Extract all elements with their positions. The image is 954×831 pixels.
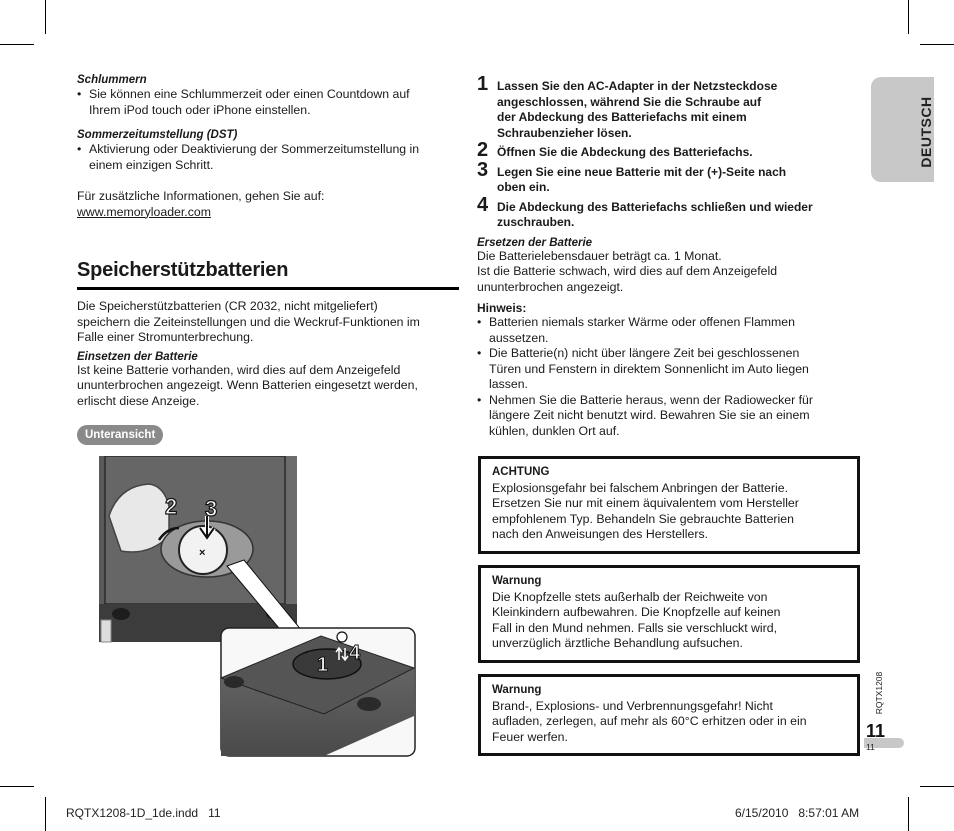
screw-icon — [337, 632, 347, 642]
doc-code: RQTX1208 — [874, 671, 884, 715]
text-line: ununterbrochen angezeigt. Wenn Batterien eingesetzt werden, — [77, 378, 418, 392]
text-line: angeschlossen, während Sie die Schraube auf — [497, 94, 762, 109]
box-title: Warnung — [492, 575, 542, 587]
text-line: Brand-, Explosions- und Verbrennungsgefahr! Nicht — [492, 698, 773, 713]
text-line: lassen. — [489, 377, 528, 391]
rubber-foot — [112, 608, 130, 620]
text-line: Schraubenzieher lösen. — [497, 125, 632, 140]
step-number: 2 — [477, 139, 489, 161]
text-line: Kleinkindern aufbewahren. Die Knopfzelle auf keinen — [492, 605, 781, 619]
step-1 — [477, 73, 862, 141]
einsetzen-heading: Einsetzen der Batterie — [77, 350, 198, 363]
text-line: Batterien niemals starker Wärme oder offenen Flammen — [489, 315, 795, 329]
footer-right: 6/15/2010 8:57:01 AM — [735, 806, 860, 820]
text-line: Ist keine Batterie vorhanden, wird dies auf dem Anzeigefeld — [77, 362, 401, 377]
text-line: Ist die Batterie schwach, wird dies auf dem Anzeigefeld — [477, 264, 778, 278]
text-line: Fall in den Mund nehmen. Falls sie verschluckt wird, — [492, 620, 777, 635]
crop-mark — [0, 44, 34, 45]
left-column — [77, 74, 462, 220]
text-line: Aktivierung oder Deaktivierung der Sommerzeitumstellung in — [89, 142, 420, 156]
section-title: Speicherstützbatterien — [77, 259, 289, 281]
schlummern-bullet — [77, 87, 462, 118]
crop-mark — [45, 797, 46, 831]
dst-bullet — [77, 142, 462, 173]
bullet-dot: • — [477, 315, 482, 329]
doc-code-wrap — [872, 668, 886, 718]
text-line: Sie können eine Schlummerzeit oder einen Countdown auf — [89, 87, 410, 101]
hinweis-bullet — [477, 393, 862, 440]
text-line: Öffnen Sie die Abdeckung des Batteriefachs. — [497, 145, 753, 159]
text-line: Türen und Fenstern in direktem Sonnenlicht im Auto liegen — [489, 361, 809, 376]
step-number: 1 — [477, 73, 489, 95]
text-line: der Abdeckung des Batteriefachs mit einem — [497, 110, 747, 124]
text-line: Ersetzen Sie nur mit einem äquivalentem vom Hersteller — [492, 496, 799, 510]
figure-step-1: 1 — [317, 654, 329, 676]
achtung-box — [478, 456, 860, 554]
text-line: einem einzigen Schritt. — [89, 157, 214, 172]
battery-mark: × — [199, 547, 206, 559]
text-line: Nehmen Sie die Batterie heraus, wenn der Radiowecker für — [489, 392, 813, 407]
inset-foot — [224, 676, 244, 688]
step-number: 3 — [477, 158, 489, 181]
text-line: Die Batterielebensdauer beträgt ca. 1 Monat. — [477, 248, 722, 263]
text-line: aufladen, zerlegen, auf mehr als 60°C erhitzen oder in ein — [492, 714, 807, 728]
left-column-lower — [77, 299, 462, 409]
footer-left: RQTX1208-1D_1de.indd 11 — [66, 806, 221, 820]
bullet-dot: • — [77, 142, 82, 156]
step-2 — [477, 139, 862, 161]
step-4 — [477, 193, 862, 231]
info-line: Für zusätzliche Informationen, gehen Sie auf: — [77, 189, 325, 203]
box-title: ACHTUNG — [492, 466, 550, 478]
einsetzen-paragraph — [77, 363, 462, 410]
language-tab-label: DEUTSCH — [918, 96, 934, 168]
bullet-dot: • — [77, 87, 82, 101]
text-line: Die Knopfzelle stets außerhalb der Reichweite von — [492, 589, 768, 604]
box-title: Warnung — [492, 684, 542, 696]
text-line: Explosionsgefahr bei falschem Anbringen der Batterie. — [492, 480, 788, 495]
hinweis-heading: Hinweis: — [477, 301, 527, 315]
section-rule — [77, 287, 459, 290]
info-link[interactable]: www.memoryloader.com — [77, 204, 211, 219]
ersetzen-paragraph — [477, 249, 862, 296]
text-line: zuschrauben. — [497, 215, 575, 229]
figure-step-3: 3 — [205, 496, 218, 521]
text-line: speichern die Zeiteinstellungen und die Weckruf-Funktionen im — [77, 314, 420, 329]
text-line: Die Speicherstützbatterien (CR 2032, nicht mitgeliefert) — [77, 299, 378, 313]
text-line: Falle einer Stromunterbrechung. — [77, 330, 254, 344]
bullet-dot: • — [477, 346, 482, 360]
inset-foot — [357, 697, 381, 711]
text-line: längere Zeit nicht benutzt wird. Bewahren Sie sie an einem — [489, 408, 810, 422]
crop-mark — [908, 0, 909, 34]
intro-paragraph — [77, 299, 462, 346]
text-line: oben ein. — [497, 180, 550, 194]
text-line: unverzüglich ärztliche Behandlung aufsuchen. — [492, 636, 743, 650]
text-line: erlischt diese Anzeige. — [77, 393, 200, 408]
text-line: Lassen Sie den AC-Adapter in der Netzsteckdose — [497, 79, 778, 93]
text-line: kühlen, dunklen Ort auf. — [489, 423, 620, 438]
warnung-box-2 — [478, 674, 860, 756]
hinweis-bullet — [477, 315, 862, 346]
text-line: nach den Anweisungen des Herstellers. — [492, 527, 709, 541]
text-line: Legen Sie eine neue Batterie mit der (+)-Seite nach — [497, 164, 787, 179]
device-leg — [101, 620, 111, 642]
warnung-box-1 — [478, 565, 860, 663]
text-line: Die Batterie(n) nicht über längere Zeit bei geschlossenen — [489, 346, 800, 360]
figure-step-4: 4 — [349, 642, 361, 664]
figure-step-2: 2 — [165, 494, 178, 519]
view-badge: Unteransicht — [77, 425, 163, 445]
crop-mark — [920, 44, 954, 45]
text-line: Die Abdeckung des Batteriefachs schließen und wieder — [497, 199, 813, 214]
battery-figure — [99, 456, 417, 758]
crop-mark — [0, 786, 34, 787]
dst-heading: Sommerzeitumstellung (DST) — [77, 129, 238, 141]
step-number: 4 — [477, 193, 489, 216]
text-line: ununterbrochen angezeigt. — [477, 279, 624, 294]
page-number-small: 11 — [866, 742, 875, 752]
ersetzen-heading: Ersetzen der Batterie — [477, 236, 593, 249]
step-3 — [477, 158, 862, 196]
bullet-dot: • — [477, 392, 482, 407]
text-line: aussetzen. — [489, 330, 549, 345]
page-number: 11 — [866, 721, 886, 741]
hinweis-bullet — [477, 346, 862, 393]
crop-mark — [908, 797, 909, 831]
text-line: Ihrem iPod touch oder iPhone einstellen. — [89, 102, 311, 117]
crop-mark — [45, 0, 46, 34]
crop-mark — [920, 786, 954, 787]
schlummern-heading: Schlummern — [77, 74, 147, 86]
text-line: empfohlenem Typ. Behandeln Sie gebrauchte Batterien — [492, 511, 794, 526]
right-column — [477, 73, 862, 439]
text-line: Feuer werfen. — [492, 729, 568, 744]
